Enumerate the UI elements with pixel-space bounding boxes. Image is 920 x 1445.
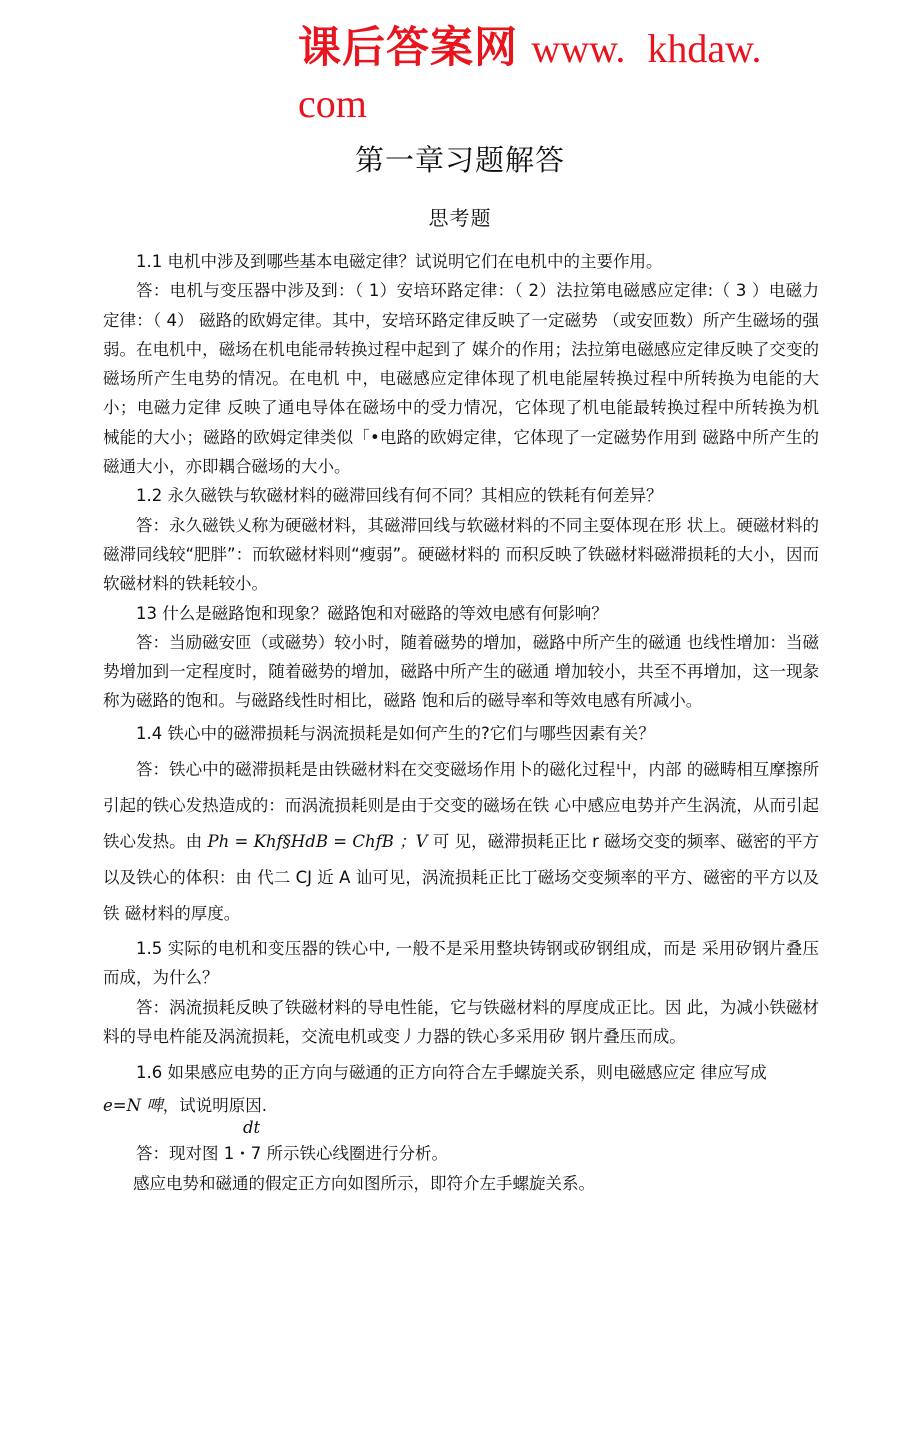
answer-1-4-part1: 答：铁心中的磁滞损耗是由铁磁材料在交变磁场作用卜的磁化过程屮，内部 的磁畴相互摩擦所引起的铁心发热造成的：而涡流损耗则是由于交变的磁场在铁 心中感应电势并产生涡流，从而引起铁心发热。由 bbox=[103, 760, 819, 852]
question-1-3: 13 什么是磁路饱和现象？磁路饱和对磁路的等效电感有何影响？ bbox=[136, 603, 608, 623]
question-1-6-formula-line bbox=[103, 1091, 819, 1137]
document-body bbox=[103, 247, 819, 1198]
answer-1-6-continued: 感应电势和磁通的假定正方向如图所示，即符介左手螺旋关系。 bbox=[133, 1173, 595, 1193]
watermark bbox=[298, 18, 858, 129]
question-1-4: 1.4 铁心中的磁滞损耗与涡流损耗是如何产生的?它们与哪些因素有关？ bbox=[136, 723, 655, 743]
watermark-url: www. khdaw. bbox=[531, 26, 762, 71]
question-1-5: 1.5 实际的电机和变压器的铁心中, 一般不是采用整块铸钢或矽钢组成，而是 采用矽钢片叠压而成，为什么？ bbox=[103, 939, 819, 988]
formula-hysteresis: Ph = Khf§HdB = ChfB ；V bbox=[207, 832, 428, 852]
formula-emf-denominator: dt bbox=[243, 1118, 261, 1138]
question-1-6: 1.6 如果感应电势的正方向与磁通的正方向符合左手螺旋关系，则电磁感应定 律应写成 bbox=[136, 1063, 767, 1083]
answer-1-6: 答：现对图 1・7 所示铁心线圈进行分析。 bbox=[136, 1144, 448, 1164]
watermark-site-name: 课后答案网 bbox=[298, 23, 518, 73]
question-1-2: 1.2 永久磁铁与软磁材料的磁滞回线有何不同？其相应的铁耗有何差异？ bbox=[136, 486, 663, 506]
watermark-url-suffix: com bbox=[298, 81, 367, 126]
question-1-6-tail: ，试说明原因. bbox=[162, 1096, 268, 1116]
answer-1-2: 答：永久磁铁乂称为硬磁材料，其磁滞回线与软磁材料的不同主耍体现在形 状上。硬磁材料的磁滞同线较“肥胖”：而软磁材料则“瘦弱”。硬磁材料的 而积反映了铁磁材料磁滞损耗的大小，因而软磁材料的铁耗较小。 bbox=[103, 515, 819, 594]
section-heading: 思考题 bbox=[428, 206, 492, 230]
question-1-1: 1.1 电机中涉及到哪些基本电磁定律？试说明它们在电机中的主要作用。 bbox=[136, 252, 663, 271]
page-title: 第一章习题解答 bbox=[354, 143, 565, 177]
answer-1-1: 答：电机与变压器中涉及到：（ 1）安培环路定律：（ 2）法拉第电磁感应定律:（ 3 ）电磁力定律：（ 4） 磁路的欧姆定律。其中，安培环路定律反映了一定磁势 （或安匝数）所产生磁场的强弱。在电机中，磁场在机电能帚转换过程中起到了 媒介的作用；法拉第电磁感应定律反映了交变的磁场所产生电势的情况。在电机 中，电磁感应定律体现了机电能屋转换过程中所转换为电能的大小；电磁力定律 反映了通电导体在磁场中的受力情况，它体现了机电能最转换过程中所转换为机 械能的大小；磁路的欧姆定律类似「•电路的欧姆定律，它体现了一定磁势作用到 磁路中所产生的磁通大小，亦即耦合磁场的大小。 bbox=[103, 281, 819, 477]
answer-1-5: 答：涡流损耗反映了铁磁材料的导电性能，它与铁磁材料的厚度成正比。因 此，为减小铁磁材料的导电杵能及涡流损耗，交流电机或变丿力器的铁心多采用矽 钢片叠压而成。 bbox=[103, 997, 819, 1046]
answer-1-4 bbox=[103, 752, 819, 932]
answer-1-3: 答：当励磁安匝（或磁势）较小时，随着磁势的增加，磁路中所产生的磁通 也线性增加：当磁势增加到一定程度时，随着磁势的增加，磁路中所产生的磁通 增加较小，共至不再增加，这一现彖称为磁路的饱和。与磁路线性时相比，磁路 饱和后的磁导率和等效电感有所减小。 bbox=[103, 632, 819, 711]
formula-emf: e=N 啤 bbox=[103, 1096, 163, 1116]
answer-1-4-part2: 可 见，磁滞损耗正比 r 磁场交变的频率、磁密的平方以及铁心的体积：由 代二 CJ 近 A 讪可见，涡流损耗正比丁磁场交变频率的平方、磁密的平方以及铁 磁材料的厚度。 bbox=[103, 832, 820, 924]
